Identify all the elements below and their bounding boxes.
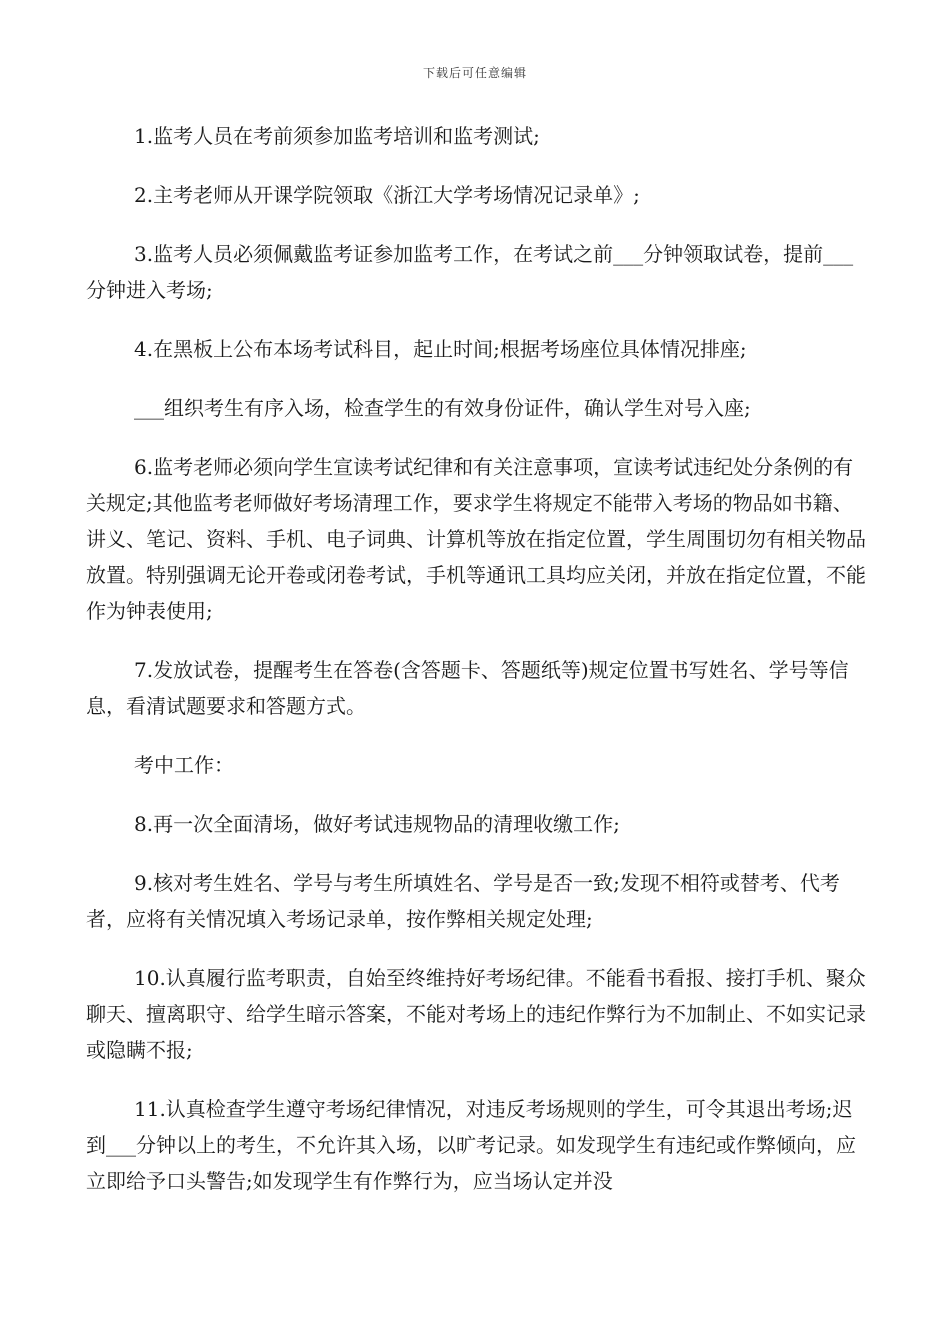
paragraph-11: 11.认真检查学生遵守考场纪律情况，对违反考场规则的学生，可令其退出考场;迟到___分钟以上的考生，不允许其入场，以旷考记录。如发现学生有违纪或作弊倾向，应立即给予口头警告;如发现学生有作弊行为，应当场认定并没 xyxy=(86,1097,856,1193)
paragraph-10: 10.认真履行监考职责，自始至终维持好考场纪律。不能看书看报、接打手机、聚众聊天、擅离职守、给学生暗示答案，不能对考场上的违纪作弊行为不加制止、不如实记录或隐瞒不报; xyxy=(86,966,866,1062)
paragraph-9: 9.核对考生姓名、学号与考生所填姓名、学号是否一致;发现不相符或替考、代考者，应将有关情况填入考场记录单，按作弊相关规定处理; xyxy=(86,871,840,931)
paragraph-8: 8.再一次全面清场，做好考试违规物品的清理收缴工作; xyxy=(134,812,620,836)
paragraph-3: 3.监考人员必须佩戴监考证参加监考工作，在考试之前___分钟领取试卷，提前___分钟进入考场; xyxy=(86,242,854,302)
section-heading-during-exam: 考中工作： xyxy=(134,753,234,777)
paragraph-1: 1.监考人员在考前须参加监考培训和监考测试; xyxy=(134,124,540,148)
paragraph-7: 7.发放试卷，提醒考生在答卷(含答题卡、答题纸等)规定位置书写姓名、学号等信息，看清试题要求和答题方式。 xyxy=(86,658,849,718)
document-body xyxy=(86,118,872,1222)
paragraph-2: 2.主考老师从开课学院领取《浙江大学考场情况记录单》; xyxy=(134,183,640,207)
paragraph-6: 6.监考老师必须向学生宣读考试纪律和有关注意事项，宣读考试违纪处分条例的有关规定;其他监考老师做好考场清理工作，要求学生将规定不能带入考场的物品如书籍、讲义、笔记、资料、手机、电子词典、计算机等放在指定位置，学生周围切勿有相关物品放置。特别强调无论开卷或闭卷考试，手机等通讯工具均应关闭，并放在指定位置，不能作为钟表使用; xyxy=(86,455,866,623)
paragraph-4: 4.在黑板上公布本场考试科目，起止时间;根据考场座位具体情况排座; xyxy=(134,337,747,361)
page-header-note: 下载后可任意编辑 xyxy=(422,66,527,80)
paragraph-5: ___组织考生有序入场，检查学生的有效身份证件，确认学生对号入座; xyxy=(134,396,751,420)
